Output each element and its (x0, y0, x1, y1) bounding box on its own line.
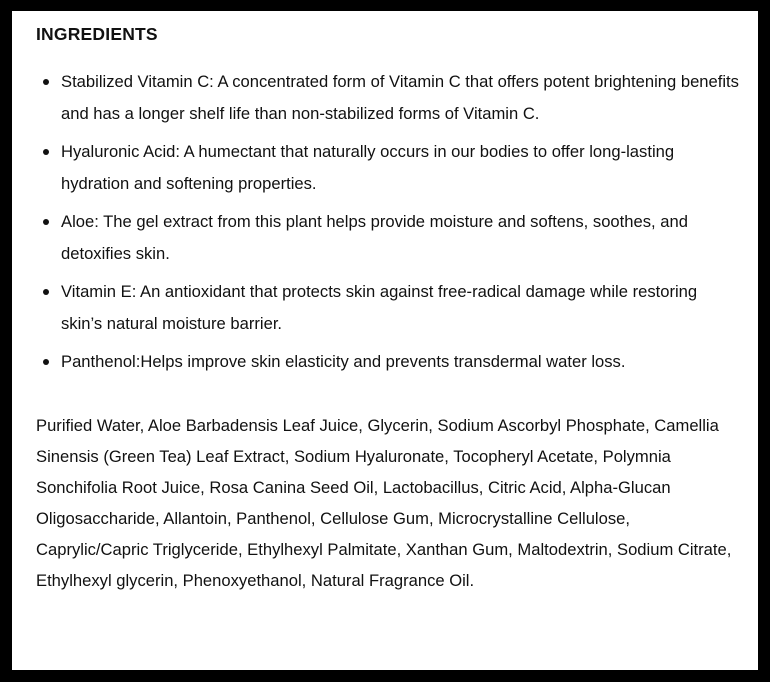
ingredients-content (36, 23, 742, 596)
full-ingredients-text: Purified Water, Aloe Barbadensis Leaf Juice, Glycerin, Sodium Ascorbyl Phosphate, Camellia Sinensis (Green Tea) Leaf Extract, Sodium Hyaluronate, Tocopheryl Acetate, Polymnia Sonchifolia Root Juice, Rosa Canina Seed Oil, Lactobacillus, Citric Acid, Alpha-Glucan Oligosaccharide, Allantoin, Panthenol, Cellulose Gum, Microcrystalline Cellulose, Caprylic/Capric Triglyceride, Ethylhexyl Palmitate, Xanthan Gum, Maltodextrin, Sodium Citrate, Ethylhexyl glycerin, Phenoxyethanol, Natural Fragrance Oil. (36, 415, 732, 590)
list-item: Aloe: The gel extract from this plant helps provide moisture and softens, soothes, and detoxifies skin. (36, 206, 742, 269)
list-item: Stabilized Vitamin C: A concentrated form of Vitamin C that offers potent brightening benefits and has a longer shelf life than non-stabilized forms of Vitamin C. (36, 66, 742, 129)
list-item: Hyaluronic Acid: A humectant that naturally occurs in our bodies to offer long-lasting hydration and softening properties. (36, 136, 742, 199)
list-item: Panthenol:Helps improve skin elasticity and prevents transdermal water loss. (36, 346, 742, 378)
key-ingredients-list (36, 66, 742, 378)
list-item: Vitamin E: An antioxidant that protects skin against free-radical damage while restoring skin’s natural moisture barrier. (36, 276, 742, 339)
ingredients-heading: INGREDIENTS (36, 24, 158, 44)
